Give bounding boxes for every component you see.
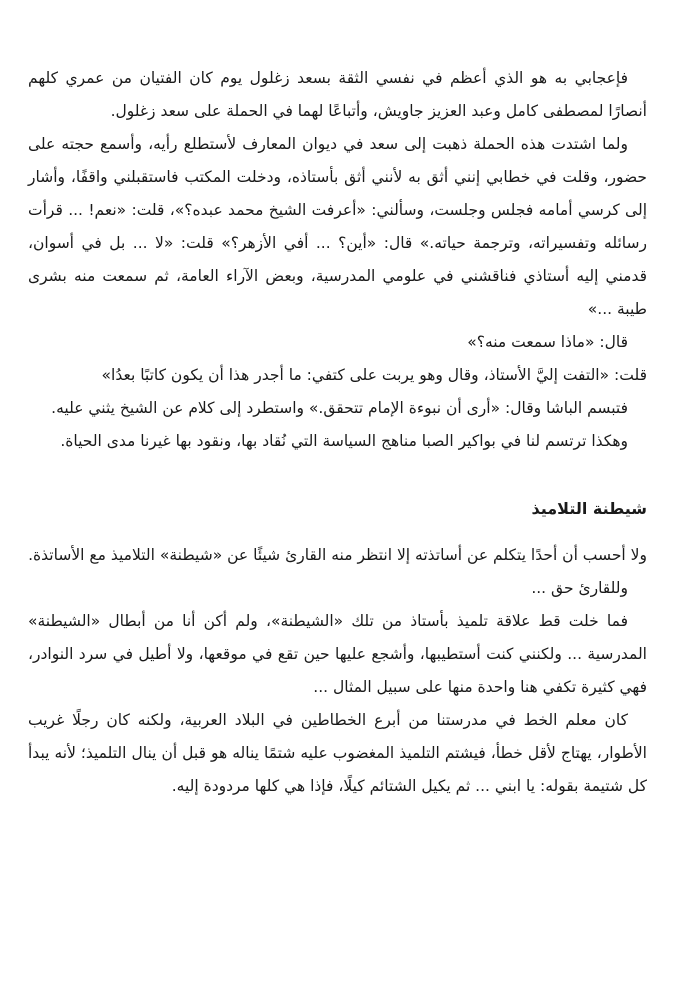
paragraph-students-intro: ولا أحسب أن أحدًا يتكلم عن أساتذته إلا انتظر منه القارئ شيئًا عن «شيطنة» التلاميذ مع الأساتذة. bbox=[28, 546, 647, 564]
paragraph-conclusion: وهكذا ترتسم لنا في بواكير الصبا مناهج السياسة التي نُقاد بها، ونقود بها غيرنا مدى الحياة. bbox=[60, 432, 628, 450]
paragraph-reader-right: وللقارئ حق ... bbox=[531, 579, 628, 597]
paragraph-question: قال: «ماذا سمعت منه؟» bbox=[467, 333, 628, 351]
paragraph-pasha-smiles: فتبسم الباشا وقال: «أرى أن نبوءة الإمام تتحقق.» واستطرد إلى كلام عن الشيخ يثني عليه. bbox=[51, 399, 628, 417]
paragraph-admiration: فإعجابي به هو الذي أعظم في نفسي الثقة بسعد زغلول يوم كان الفتيان من عمري كلهم أنصارًا لمصطفى كامل وعبد العزيز جاويش، وأتباعًا لهما في الحملة على سعد زغلول. bbox=[28, 69, 647, 120]
section-heading: شيطنة التلاميذ bbox=[531, 499, 647, 518]
paragraph-mischief: فما خلت قط علاقة تلميذ بأستاذ من تلك «الشيطنة»، ولم أكن أنا من أبطال «الشيطنة» المدرسية ... ولكنني كنت أستطيبها، وأشجع عليها حين تقع في موقعها، ولا أطيل في سرد النوادر، فهي كثيرة تكفي هنا واحدة منها على سبيل المثال ... bbox=[28, 612, 647, 696]
paragraph-calligraphy-teacher: كان معلم الخط في مدرستنا من أبرع الخطاطين في البلاد العربية، ولكنه كان رجلًا غريب الأطوار، يهتاج لأقل خطأ، فيشتم التلميذ المغضوب عليه شتمًا يناله هو قبل أن ينال التلميذ؛ لأنه يبدأ كل شتيمة بقوله: يا ابني ... ثم يكيل الشتائم كيلًا، فإذا هي كلها مردودة إليه. bbox=[28, 711, 647, 795]
paragraph-answer: قلت: «التفت إليَّ الأستاذ، وقال وهو يربت على كتفي: ما أجدر هذا أن يكون كاتبًا بعدُا» bbox=[101, 366, 647, 384]
paragraph-meeting-saad: ولما اشتدت هذه الحملة ذهبت إلى سعد في ديوان المعارف لأستطلع رأيه، وأسمع حجته على حضور، وقلت في خطابي إنني أثق به لأنني أثق بأستاذه، ودخلت المكتب فاستقبلني واقفًا، وأشار إلى كرسي أمامه فجلس وجلست، وسألني: «أعرفت الشيخ محمد عبده؟»، قلت: «نعم! ... قرأت رسائله وتفسيراته، وترجمة حياته.» قال: «أين؟ ... أفي الأزهر؟» قلت: «لا ... بل في أسوان، قدمني إليه أستاذي فناقشني في علومي المدرسية، وبعض الآراء العامة، ثم سمعت منه بشرى طيبة ...» bbox=[28, 135, 647, 318]
